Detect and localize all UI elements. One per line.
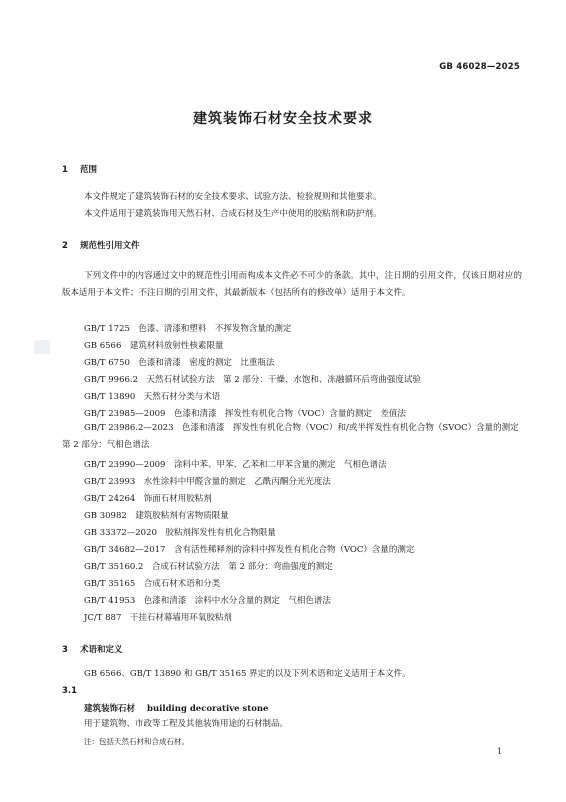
reference-item: GB/T 23985—2009 色漆和清漆 挥发性有机化合物（VOC）含量的测定 差值法 (84, 409, 406, 419)
reference-item: GB/T 1725 色漆、清漆和塑料 不挥发物含量的测定 (84, 324, 292, 334)
reference-item: JC/T 887 干挂石材幕墙用环氧胶粘剂 (84, 613, 232, 623)
section-3-title: 术语和定义 (80, 645, 123, 655)
term-name-en: building decorative stone (147, 704, 269, 714)
reference-item: GB/T 41953 色漆和清漆 涂料中水分含量的测定 气相色谱法 (84, 596, 331, 606)
section-1-number: 1 (62, 165, 68, 175)
section-1-heading (62, 163, 97, 175)
normative-intro-paragraph: 下列文件中的内容通过文中的规范性引用而构成本文件必不可少的条款。其中，注日期的引用文件，仅该日期对应的版本适用于本文件；不注日期的引用文件，其最新版本（包括所有的修改单）适用于本文件。 (62, 271, 522, 298)
section-2-number: 2 (62, 241, 68, 251)
scope-paragraph-1: 本文件规定了建筑装饰石材的安全技术要求、试验方法、检验规则和其他要求。 (84, 192, 382, 202)
section-3-number: 3 (62, 645, 68, 655)
terms-intro-paragraph: GB 6566、GB/T 13890 和 GB/T 35165 界定的以及下列术语和定义适用于本文件。 (84, 669, 411, 679)
reference-item: GB/T 6750 色漆和清漆 密度的测定 比重瓶法 (84, 358, 275, 368)
document-title: 建筑装饰石材安全技术要求 (193, 111, 373, 127)
page-number: 1 (496, 747, 502, 756)
standard-code: GB 46028—2025 (439, 62, 520, 72)
section-1-title: 范围 (80, 165, 98, 175)
reference-item: GB/T 13890 天然石材分类与术语 (84, 392, 221, 402)
term-definition: 用于建筑物、市政等工程及其他装饰用途的石材制品。 (84, 719, 289, 729)
reference-item: GB/T 23990—2009 涂料中苯、甲苯、乙苯和二甲苯含量的测定 气相色谱法 (84, 460, 387, 470)
section-2-title: 规范性引用文件 (80, 241, 140, 251)
section-2-heading (62, 239, 140, 251)
term-heading (84, 702, 268, 714)
term-number: 3.1 (62, 686, 78, 696)
reference-item: GB/T 24264 饰面石材用胶粘剂 (84, 494, 212, 504)
reference-item: GB 30982 建筑胶粘剂有害物质限量 (84, 511, 229, 521)
reference-item: GB 33372—2020 胶粘剂挥发性有机化合物限量 (84, 528, 276, 538)
reference-item: GB/T 35165 合成石材术语和分类 (84, 579, 221, 589)
side-tab-marker (34, 340, 50, 354)
reference-item: GB/T 23986.2—2023 色漆和清漆 挥发性有机化合物（VOC）和/或半挥发性有机化合物（SVOC）含量的测定 第 2 部分：气相色谱法 (62, 423, 528, 450)
term-name-cn: 建筑装饰石材 (84, 704, 136, 714)
scope-paragraph-2: 本文件适用于建筑装饰用天然石材、合成石材及生产中使用的胶粘剂和防护剂。 (84, 209, 382, 219)
reference-item: GB/T 34682—2017 含有活性稀释剂的涂料中挥发性有机化合物（VOC）含量的测定 (84, 545, 415, 555)
reference-item: GB/T 35160.2 合成石材试验方法 第 2 部分：弯曲强度的测定 (84, 562, 333, 572)
term-note: 注：包括天然石材和合成石材。 (84, 737, 189, 746)
reference-item: GB 6566 建筑材料放射性核素限量 (84, 341, 224, 351)
reference-item: GB/T 23993 水性涂料中甲醛含量的测定 乙酰丙酮分光光度法 (84, 477, 331, 487)
reference-item: GB/T 9966.2 天然石材试验方法 第 2 部分：干燥、水饱和、冻融循环后弯曲强度试验 (84, 375, 421, 385)
section-3-heading (62, 643, 123, 655)
